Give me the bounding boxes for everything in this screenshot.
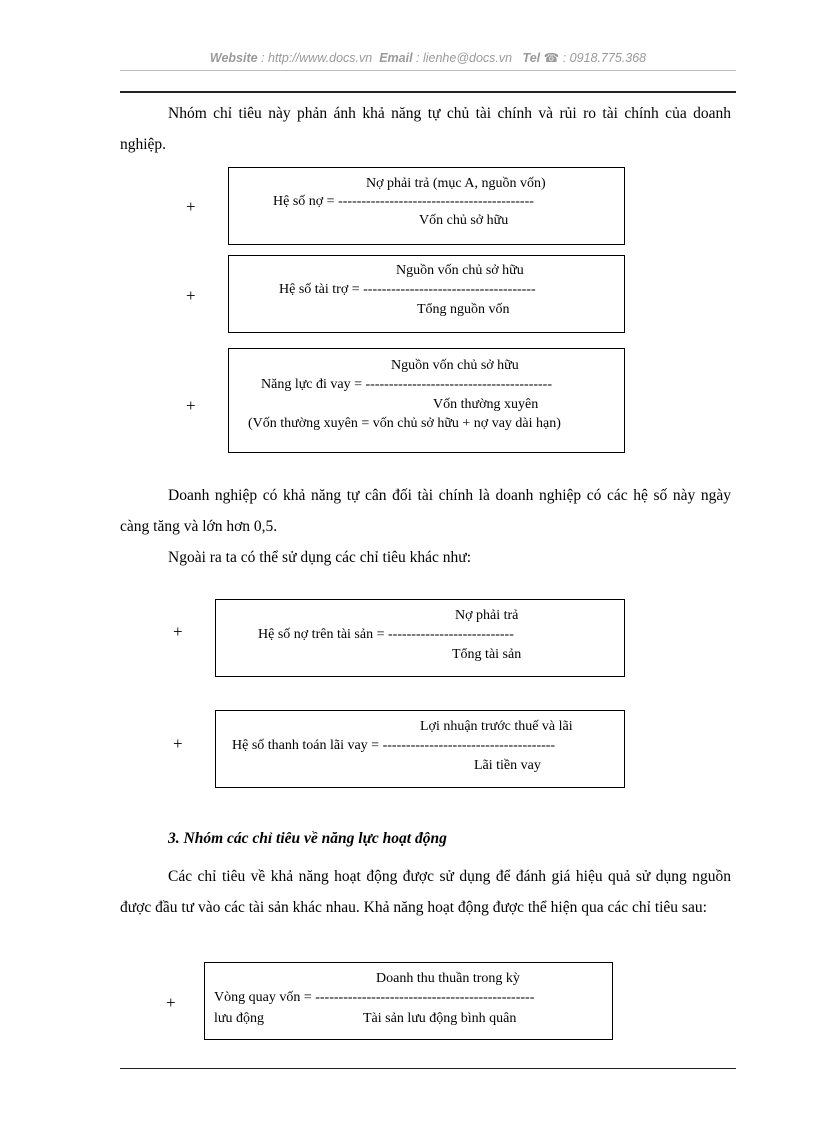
plus-2: + xyxy=(186,286,196,305)
section-heading: 3. Nhóm các chỉ tiêu về năng lực hoạt động xyxy=(168,830,447,847)
plus-1: + xyxy=(186,197,196,216)
plus-6: + xyxy=(166,993,176,1012)
paragraph-3-text: Ngoài ra ta có thể sử dụng các chỉ tiêu khác như: xyxy=(168,549,472,566)
paragraph-4 xyxy=(120,861,731,923)
formula-denominator: Tổng nguồn vốn xyxy=(417,302,510,317)
formula-numerator: Lợi nhuận trước thuế và lãi xyxy=(420,719,573,734)
paragraph-1-text: Nhóm chỉ tiêu này phản ánh khả năng tự chủ tài chính và rủi ro tài chính của doanh nghiệp. xyxy=(120,105,731,153)
formula-denominator: Vốn thường xuyên xyxy=(433,397,539,412)
tel-label: Tel xyxy=(522,51,541,65)
plus-5: + xyxy=(173,734,183,753)
paragraph-4-text: Các chỉ tiêu về khả năng hoạt động được sử dụng để đánh giá hiệu quả sử dụng nguồn được đầu tư vào các tài sản khác nhau. Khả năng hoạt động được thể hiện qua các chỉ tiêu sau: xyxy=(120,868,731,916)
header-divider-bold xyxy=(120,91,736,93)
formula-box-interest-coverage xyxy=(215,710,625,788)
plus-3: + xyxy=(186,396,196,415)
formula-denominator: Lãi tiền vay xyxy=(474,758,541,773)
formula-label: Năng lực đi vay = ---------------------------------------- xyxy=(261,377,552,392)
formula-box-working-capital-turnover xyxy=(204,962,613,1040)
paragraph-1 xyxy=(120,98,731,160)
formula-numerator: Nợ phải trả (mục A, nguồn vốn) xyxy=(366,176,546,191)
website-label: Website xyxy=(209,51,258,65)
paragraph-2 xyxy=(120,480,731,542)
website-url[interactable]: : http://www.docs.vn xyxy=(261,51,373,65)
formula-label: Hệ số nợ = ------------------------------------------ xyxy=(273,194,534,209)
footer-divider xyxy=(120,1068,736,1069)
formula-label: Hệ số nợ trên tài sản = --------------------------- xyxy=(258,627,514,642)
formula-label: Vòng quay vốn = ----------------------------------------------- xyxy=(214,990,535,1005)
plus-4: + xyxy=(173,622,183,641)
formula-label: Hệ số thanh toán lãi vay = ------------------------------------- xyxy=(232,738,556,753)
header-divider xyxy=(120,70,736,71)
formula-denominator: Tài sản lưu động bình quân xyxy=(363,1011,517,1026)
formula-numerator: Nguồn vốn chủ sở hữu xyxy=(396,263,524,278)
formula-note: (Vốn thường xuyên = vốn chủ sở hữu + nợ vay dài hạn) xyxy=(248,416,561,431)
formula-box-funding-ratio xyxy=(228,255,625,333)
paragraph-2-text: Doanh nghiệp có khả năng tự cân đối tài chính là doanh nghiệp có các hệ số này ngày càng tăng và lớn hơn 0,5. xyxy=(120,487,731,535)
formula-numerator: Doanh thu thuần trong kỳ xyxy=(376,971,520,986)
email-value[interactable]: : lienhe@docs.vn xyxy=(416,51,513,65)
tel-value: : 0918.775.368 xyxy=(562,51,647,65)
page-header xyxy=(120,50,736,70)
formula-box-borrowing-capacity xyxy=(228,348,625,453)
formula-denominator: Vốn chủ sở hữu xyxy=(419,213,509,228)
formula-denominator: Tổng tài sản xyxy=(452,647,522,662)
formula-label-2: lưu động xyxy=(214,1011,264,1026)
formula-numerator: Nợ phải trả xyxy=(455,608,519,623)
formula-label: Hệ số tài trợ = ------------------------------------- xyxy=(279,282,536,297)
paragraph-3 xyxy=(120,542,731,573)
email-label: Email xyxy=(379,51,413,65)
formula-box-debt-to-assets xyxy=(215,599,625,677)
phone-icon: ☎ xyxy=(543,51,560,65)
formula-numerator: Nguồn vốn chủ sở hữu xyxy=(391,358,519,373)
formula-box-debt-ratio xyxy=(228,167,625,245)
